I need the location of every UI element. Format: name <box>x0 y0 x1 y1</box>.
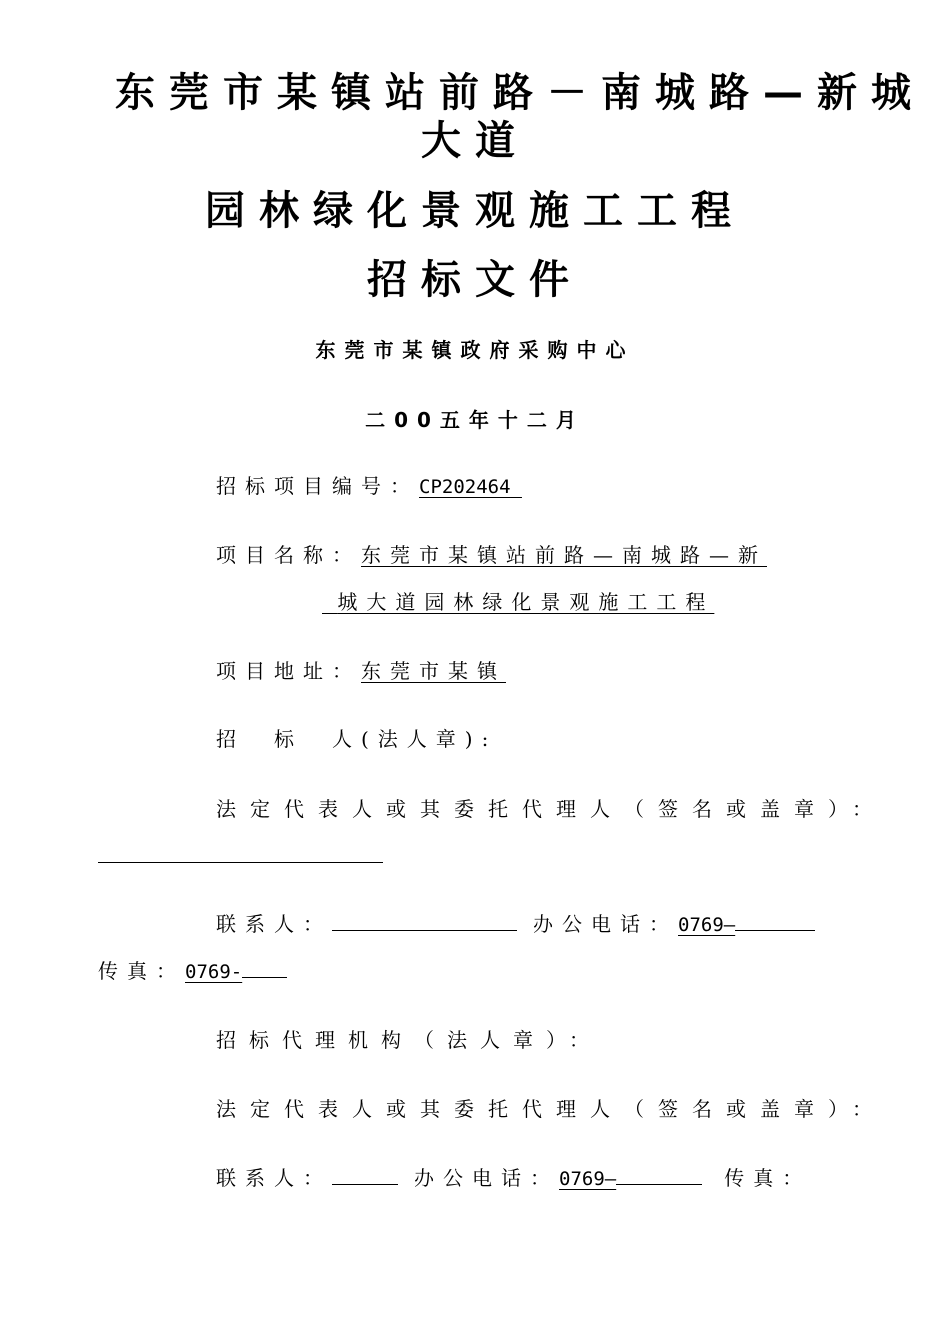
fax-value: 0769- <box>185 961 243 983</box>
contact-row <box>216 910 815 939</box>
contact-blank[interactable] <box>332 910 517 931</box>
project-address-label: 项目地址： <box>216 659 361 683</box>
project-name-row <box>216 541 767 569</box>
tenderer-row <box>216 725 497 753</box>
document-title-line-4: 招标文件 <box>367 257 583 303</box>
project-address-value: 东莞市某镇 <box>361 659 506 683</box>
document-title-line-3: 园林绿化景观施工工程 <box>205 188 745 234</box>
project-name-value-line-1: 东莞市某镇站前路—南城路—新 <box>361 543 767 567</box>
agency-row <box>216 1026 602 1054</box>
agency-legal-representative-row <box>216 1095 886 1123</box>
project-number-row <box>216 472 522 501</box>
project-name-label: 项目名称： <box>216 543 361 567</box>
document-title-line-1: 东莞市某镇站前路－南城路—新城 <box>115 70 925 116</box>
issuer-name: 东莞市某镇政府采购中心 <box>315 338 635 362</box>
agency-office-phone-blank[interactable] <box>616 1164 702 1185</box>
office-phone-label: 办公电话： <box>533 912 678 936</box>
agency-contact-row <box>216 1164 811 1193</box>
legal-representative-signature-line[interactable] <box>98 862 383 863</box>
agency-contact-label: 联系人： <box>216 1166 332 1190</box>
agency-label: 招标代理机构（法人章）： <box>216 1028 602 1052</box>
legal-representative-row <box>216 795 886 823</box>
document-date: 二00五年十二月 <box>365 408 585 432</box>
agency-contact-blank[interactable] <box>332 1164 398 1185</box>
contact-label: 联系人： <box>216 912 332 936</box>
project-number-label: 招标项目编号： <box>216 474 419 498</box>
tenderer-label: 招 标 人(法人章): <box>216 727 498 751</box>
agency-office-phone-label: 办公电话： <box>414 1166 559 1190</box>
fax-row <box>98 957 287 986</box>
agency-fax-label: 传真： <box>724 1166 812 1190</box>
legal-representative-label: 法定代表人或其委托代理人（签名或盖章）： <box>216 797 886 821</box>
office-phone-blank[interactable] <box>735 910 815 931</box>
project-number-value: CP202464 <box>419 476 511 498</box>
project-name-value-line-2: 城大道园林绿化景观施工工程 <box>337 590 715 614</box>
fax-label: 传真： <box>98 959 185 983</box>
document-title-line-2: 大道 <box>421 118 529 164</box>
office-phone-value: 0769— <box>678 914 736 936</box>
fax-blank[interactable] <box>242 957 287 978</box>
project-name-row-2 <box>322 588 714 616</box>
project-address-row <box>216 657 506 685</box>
agency-office-phone-value: 0769— <box>559 1168 617 1190</box>
agency-legal-representative-label: 法定代表人或其委托代理人（签名或盖章）： <box>216 1097 886 1121</box>
